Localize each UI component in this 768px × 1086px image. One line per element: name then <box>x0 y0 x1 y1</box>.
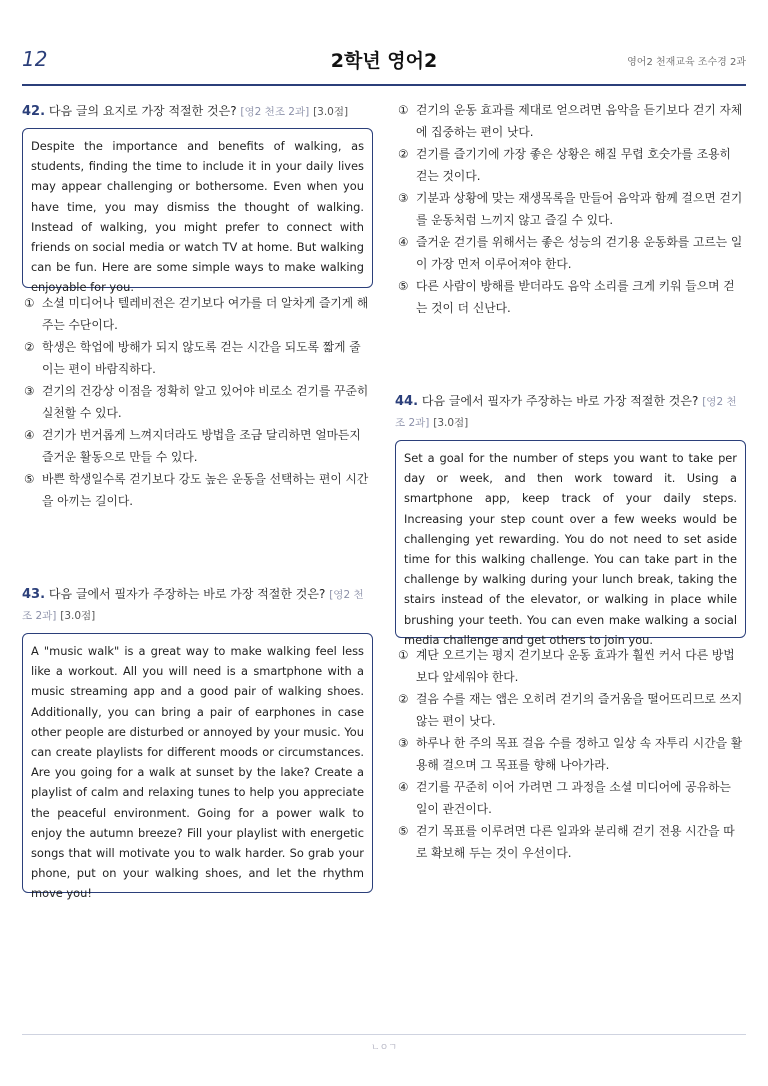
question-source: [영2 천조 2과] <box>22 589 364 622</box>
page-title: 2학년 영어2 <box>330 50 438 72</box>
question-42-options <box>24 292 372 512</box>
page-header <box>22 44 746 76</box>
page-source: 영어2 천재교육 조수경 2과 <box>627 57 746 68</box>
question-points: [3.0점] <box>313 106 349 118</box>
option-text: 걸음 수를 재는 앱은 오히려 걷기의 즐거움을 떨어뜨리므로 쓰지 않는 편이 낫다. <box>416 692 743 728</box>
option-2[interactable] <box>24 336 372 380</box>
footer-divider <box>22 1034 746 1035</box>
option-mark: ④ <box>398 780 409 794</box>
page-number: 12 <box>22 47 48 71</box>
question-number: 44. <box>395 394 419 409</box>
option-text: 다른 사람이 방해를 받더라도 음악 소리를 크게 키워 들으며 걷는 것이 더 신난다. <box>416 279 735 315</box>
question-number: 42. <box>22 104 46 119</box>
option-4[interactable] <box>24 424 372 468</box>
question-42-heading <box>22 101 372 122</box>
option-3[interactable] <box>398 732 746 776</box>
question-44-heading <box>395 391 745 433</box>
option-mark: ① <box>24 296 35 310</box>
option-mark: ① <box>398 103 409 117</box>
question-prompt: 다음 글의 요지로 가장 적절한 것은? <box>48 104 237 118</box>
option-text: 즐거운 걷기를 위해서는 좋은 성능의 걷기용 운동화를 고르는 일이 가장 먼저 이루어져야 한다. <box>416 235 743 271</box>
option-5[interactable] <box>398 820 746 864</box>
option-4[interactable] <box>398 231 746 275</box>
option-text: 하루나 한 주의 목표 걸음 수를 정하고 일상 속 자투리 시간을 활용해 걸으며 그 목표를 향해 나아가라. <box>416 736 743 772</box>
option-3[interactable] <box>398 187 746 231</box>
header-divider <box>22 84 746 86</box>
option-text: 바쁜 학생일수록 걷기보다 강도 높은 운동을 선택하는 편이 시간을 아끼는 길이다. <box>42 472 369 508</box>
question-44-passage: Set a goal for the number of steps you want to take per day or week, and then work toward it. Using a smartphone app, keep track of your daily steps. Increasing your step count over a few weeks would be challenging yet rewarding. You do not need to set aside time for this walking challenge. You can take part in the challenge by walking during your lunch break, taking the stairs instead of the elevator, or walking in place while brushing your teeth. You can even make walking a social media challenge and get others to join you. <box>395 440 746 638</box>
option-text: 계단 오르기는 평지 걷기보다 운동 효과가 훨씬 커서 다른 방법보다 앞세워야 한다. <box>416 648 735 684</box>
option-mark: ① <box>398 648 409 662</box>
question-prompt: 다음 글에서 필자가 주장하는 바로 가장 적절한 것은? <box>421 394 699 408</box>
option-mark: ④ <box>24 428 35 442</box>
question-source: [영2 천조 2과] <box>395 396 737 429</box>
option-5[interactable] <box>24 468 372 512</box>
option-mark: ② <box>398 692 409 706</box>
option-mark: ② <box>24 340 35 354</box>
option-text: 기분과 상황에 맞는 재생목록을 만들어 음악과 함께 걸으면 걷기를 운동처럼 느끼지 않고 즐길 수 있다. <box>416 191 743 227</box>
option-1[interactable] <box>24 292 372 336</box>
question-43-options <box>398 99 746 319</box>
option-text: 걷기가 번거롭게 느껴지더라도 방법을 조금 달리하면 얼마든지 즐거운 활동으로 만들 수 있다. <box>42 428 361 464</box>
option-mark: ⑤ <box>398 279 409 293</box>
question-source: [영2 천조 2과] <box>240 106 310 118</box>
question-42-passage: Despite the importance and benefits of walking, as students, finding the time to include it in your daily lives may appear challenging or bothersome. Even when you have time, you may dismiss the thought of walking. Instead of walking, you might prefer to connect with friends on social media or watch TV at home. But walking can be fun. Here are some simple ways to make walking enjoyable for you. <box>22 128 373 288</box>
option-4[interactable] <box>398 776 746 820</box>
option-text: 학생은 학업에 방해가 되지 않도록 걷는 시간을 되도록 짧게 줄이는 편이 바람직하다. <box>42 340 361 376</box>
option-text: 소셜 미디어나 텔레비전은 걷기보다 여가를 더 알차게 즐기게 해 주는 수단이다. <box>42 296 369 332</box>
question-number: 43. <box>22 587 46 602</box>
option-mark: ③ <box>398 191 409 205</box>
option-mark: ③ <box>398 736 409 750</box>
question-points: [3.0점] <box>433 417 469 429</box>
option-text: 걷기를 꾸준히 이어 가려면 그 과정을 소셜 미디어에 공유하는 일이 관건이다. <box>416 780 731 816</box>
option-1[interactable] <box>398 644 746 688</box>
option-3[interactable] <box>24 380 372 424</box>
question-prompt: 다음 글에서 필자가 주장하는 바로 가장 적절한 것은? <box>48 587 326 601</box>
question-43-heading <box>22 584 372 626</box>
option-2[interactable] <box>398 688 746 732</box>
option-mark: ② <box>398 147 409 161</box>
footer-page-label: ㄴㅇㄱ <box>370 1043 398 1053</box>
option-mark: ③ <box>24 384 35 398</box>
option-text: 걷기 목표를 이루려면 다른 일과와 분리해 걷기 전용 시간을 따로 확보해 두는 것이 우선이다. <box>416 824 735 860</box>
option-5[interactable] <box>398 275 746 319</box>
option-text: 걷기의 건강상 이점을 정확히 알고 있어야 비로소 걷기를 꾸준히 실천할 수 있다. <box>42 384 369 420</box>
option-1[interactable] <box>398 99 746 143</box>
question-points: [3.0점] <box>60 610 96 622</box>
option-text: 걷기의 운동 효과를 제대로 얻으려면 음악을 듣기보다 걷기 자체에 집중하는 편이 낫다. <box>416 103 743 139</box>
question-43-passage: A "music walk" is a great way to make walking feel less like a workout. All you will need is a smartphone with a music streaming app and a good pair of walking shoes. Additionally, you can bring a pair of earphones in case other people are disturbed or annoyed by your music. You can create playlists for different moods or circumstances. Are you going for a walk at sunset by the lake? Create a playlist of calm and relaxing tunes to help you appreciate the peaceful environment. Going for a power walk to enjoy the autumn breeze? Fill your playlist with energetic songs that will motivate you to walk harder. So grab your phone, put on your walking shoes, and let the rhythm move you! <box>22 633 373 893</box>
option-mark: ⑤ <box>398 824 409 838</box>
question-44-options <box>398 644 746 864</box>
option-mark: ⑤ <box>24 472 35 486</box>
option-2[interactable] <box>398 143 746 187</box>
option-text: 걷기를 즐기기에 가장 좋은 상황은 해질 무렵 호숫가를 조용히 걷는 것이다. <box>416 147 731 183</box>
option-mark: ④ <box>398 235 409 249</box>
